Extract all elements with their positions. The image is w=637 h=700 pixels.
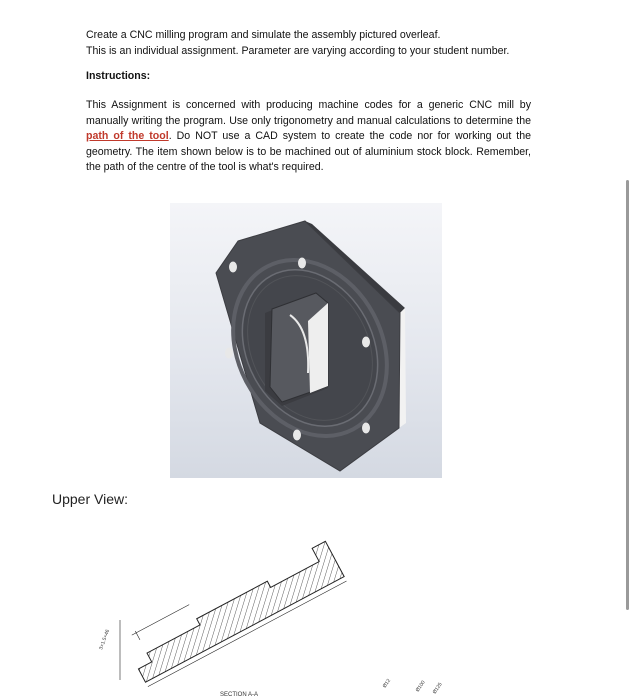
- bolt-hole: [298, 258, 306, 269]
- path-of-tool-link[interactable]: path of the tool: [86, 130, 169, 142]
- bolt-hole: [225, 348, 233, 359]
- part-render-svg: [170, 203, 442, 478]
- section-label: SECTION A-A: [220, 692, 259, 698]
- diameter-callout: Ø12: [381, 677, 393, 690]
- section-drawing: [80, 520, 480, 700]
- intro-paragraph: [86, 28, 531, 59]
- scrollbar[interactable]: [626, 180, 629, 610]
- diameter-callout: Ø100: [414, 679, 427, 694]
- dimension-text: 3×1.5×46: [98, 628, 112, 651]
- diameter-callout: Ø125: [431, 681, 444, 696]
- upper-view-label: Upper View:: [52, 491, 129, 507]
- instructions-text-after-link: . Do NOT use a CAD system to create the code nor for working out the geometry. The item shown below is to be machined out of aluminium stock block. Remember, the path of the centre of the tool is what's required.: [86, 130, 531, 173]
- part-render-image: [170, 203, 442, 478]
- section-hatch-body: [127, 541, 344, 682]
- bolt-hole: [293, 430, 301, 441]
- bolt-hole: [229, 262, 237, 273]
- dimension-line: [132, 605, 189, 636]
- bolt-hole: [362, 423, 370, 434]
- instructions-paragraph: [86, 98, 531, 176]
- section-profile: [122, 532, 346, 686]
- intro-line-2: This is an individual assignment. Parameter are varying according to your student number.: [86, 44, 510, 57]
- intro-line-1: Create a CNC milling program and simulate the assembly pictured overleaf.: [86, 29, 441, 41]
- instructions-heading: Instructions:: [86, 70, 151, 82]
- bolt-hole: [362, 337, 370, 348]
- instructions-text-before-link: This Assignment is concerned with producing machine codes for a generic CNC mill by manually writing the program. Use only trigonometry and manual calculations to determine the: [86, 99, 531, 127]
